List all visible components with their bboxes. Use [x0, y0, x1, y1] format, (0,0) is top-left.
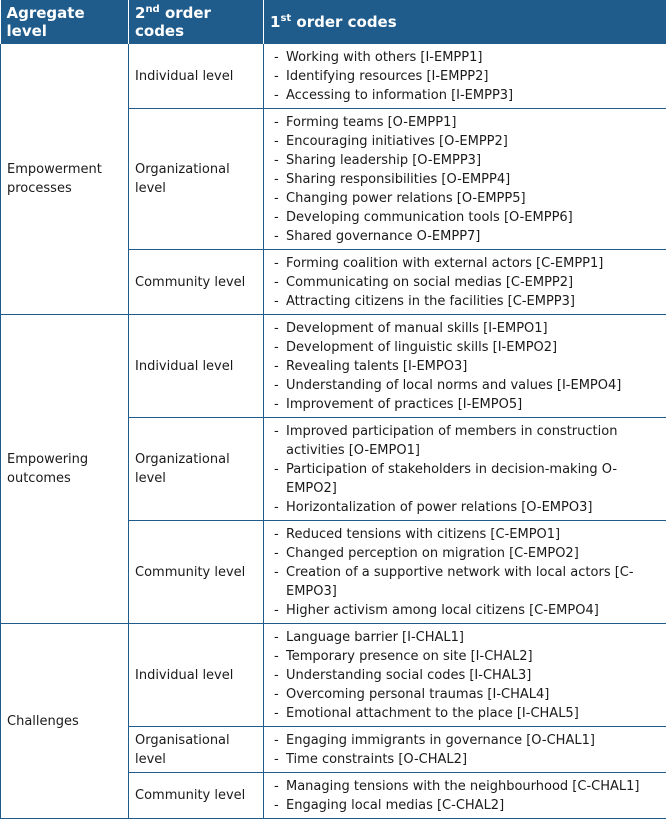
first-order-code-list — [270, 731, 660, 769]
first-order-codes-cell — [264, 521, 666, 624]
first-order-code-item: - Attracting citizens in the facilities [C-EMPP3] — [270, 292, 660, 311]
first-order-code-item: - Improved participation of members in construction activities [O-EMPO1] — [270, 422, 660, 460]
header-first-order-text: order codes — [291, 13, 397, 31]
first-order-code-item: - Changed perception on migration [C-EMPO2] — [270, 544, 660, 563]
first-order-code-item: - Temporary presence on site [I-CHAL2] — [270, 647, 660, 666]
aggregate-level-cell: Empowering outcomes — [1, 315, 129, 624]
first-order-code-item: - Changing power relations [O-EMPP5] — [270, 189, 660, 208]
header-aggregate-level: Agregate level — [1, 0, 129, 44]
first-order-code-item: - Time constraints [O-CHAL2] — [270, 750, 660, 769]
first-order-codes-cell — [264, 727, 666, 773]
first-order-codes-cell — [264, 250, 666, 315]
first-order-codes-cell — [264, 418, 666, 521]
first-order-code-item: - Revealing talents [I-EMPO3] — [270, 357, 660, 376]
first-order-code-item: - Communicating on social medias [C-EMPP2] — [270, 273, 660, 292]
first-order-code-item: - Working with others [I-EMPP1] — [270, 48, 660, 67]
second-order-code-cell: Individual level — [129, 624, 264, 727]
first-order-code-item: - Forming teams [O-EMPP1] — [270, 113, 660, 132]
table-row — [1, 624, 666, 727]
first-order-codes-cell — [264, 624, 666, 727]
header-first-order-number: 1 — [270, 13, 280, 31]
header-second-order-codes — [129, 0, 264, 44]
second-order-code-cell: Individual level — [129, 44, 264, 109]
header-row — [1, 0, 666, 44]
first-order-code-item: - Emotional attachment to the place [I-CHAL5] — [270, 704, 660, 723]
header-first-order-suffix: st — [280, 13, 291, 24]
first-order-codes-cell — [264, 315, 666, 418]
first-order-code-list — [270, 777, 660, 815]
first-order-codes-cell — [264, 773, 666, 819]
table-row — [1, 315, 666, 418]
first-order-code-list — [270, 113, 660, 246]
first-order-code-item: - Overcoming personal traumas [I-CHAL4] — [270, 685, 660, 704]
first-order-codes-cell — [264, 44, 666, 109]
second-order-code-cell: Organizational level — [129, 109, 264, 250]
first-order-code-item: - Engaging local medias [C-CHAL2] — [270, 796, 660, 815]
first-order-code-item: - Horizontalization of power relations [O-EMPO3] — [270, 498, 660, 517]
first-order-code-item: - Participation of stakeholders in decision-making O-EMPO2] — [270, 460, 660, 498]
table-row — [1, 44, 666, 109]
first-order-code-item: - Sharing responsibilities [O-EMPP4] — [270, 170, 660, 189]
header-second-order-suffix: nd — [145, 4, 159, 15]
first-order-code-item: - Sharing leadership [O-EMPP3] — [270, 151, 660, 170]
first-order-code-item: - Accessing to information [I-EMPP3] — [270, 86, 660, 105]
first-order-code-item: - Managing tensions with the neighbourhood [C-CHAL1] — [270, 777, 660, 796]
second-order-code-cell: Individual level — [129, 315, 264, 418]
first-order-code-item: - Higher activism among local citizens [C-EMPO4] — [270, 601, 660, 620]
first-order-code-item: - Creation of a supportive network with local actors [C-EMPO3] — [270, 563, 660, 601]
table-body — [1, 44, 666, 819]
first-order-code-item: - Improvement of practices [I-EMPO5] — [270, 395, 660, 414]
first-order-code-item: - Understanding social codes [I-CHAL3] — [270, 666, 660, 685]
first-order-code-list — [270, 319, 660, 414]
aggregate-level-cell: Challenges — [1, 624, 129, 819]
second-order-code-cell: Community level — [129, 773, 264, 819]
header-first-order-codes — [264, 0, 666, 44]
first-order-codes-cell — [264, 109, 666, 250]
first-order-code-list — [270, 525, 660, 620]
second-order-code-cell: Organizational level — [129, 418, 264, 521]
header-second-order-number: 2 — [135, 4, 145, 22]
first-order-code-item: - Identifying resources [I-EMPP2] — [270, 67, 660, 86]
first-order-code-item: - Development of manual skills [I-EMPO1] — [270, 319, 660, 338]
first-order-code-item: - Developing communication tools [O-EMPP6] — [270, 208, 660, 227]
header-second-order-text: order codes — [135, 4, 211, 40]
first-order-code-item: - Understanding of local norms and values [I-EMPO4] — [270, 376, 660, 395]
first-order-code-item: - Shared governance O-EMPP7] — [270, 227, 660, 246]
first-order-code-list — [270, 422, 660, 517]
second-order-code-cell: Community level — [129, 521, 264, 624]
second-order-code-cell: Community level — [129, 250, 264, 315]
first-order-code-list — [270, 628, 660, 723]
first-order-code-item: - Engaging immigrants in governance [O-CHAL1] — [270, 731, 660, 750]
first-order-code-list — [270, 48, 660, 105]
first-order-code-item: - Reduced tensions with citizens [C-EMPO1] — [270, 525, 660, 544]
first-order-code-list — [270, 254, 660, 311]
second-order-code-cell: Organisational level — [129, 727, 264, 773]
first-order-code-item: - Forming coalition with external actors [C-EMPP1] — [270, 254, 660, 273]
aggregate-level-cell: Empowerment processes — [1, 44, 129, 315]
first-order-code-item: - Encouraging initiatives [O-EMPP2] — [270, 132, 660, 151]
first-order-code-item: - Language barrier [I-CHAL1] — [270, 628, 660, 647]
first-order-code-item: - Development of linguistic skills [I-EMPO2] — [270, 338, 660, 357]
